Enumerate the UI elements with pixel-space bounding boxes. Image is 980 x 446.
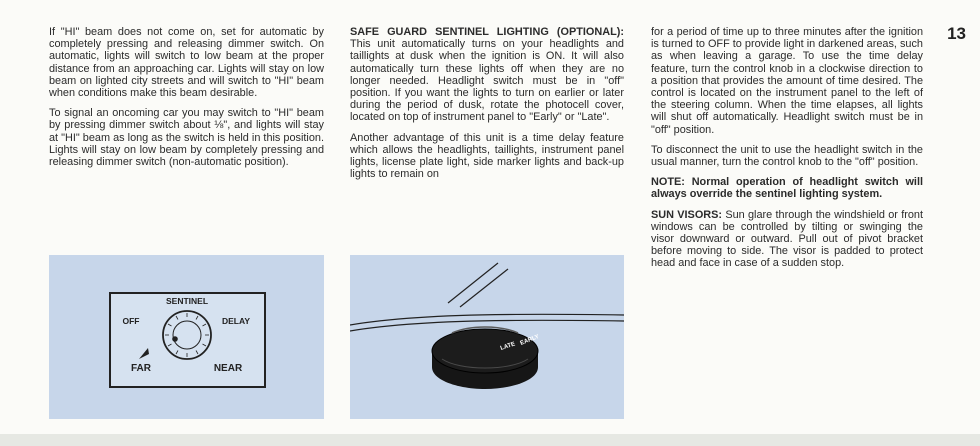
paragraph-time-delay-continued: for a period of time up to three minutes after the ignition is turned to OFF to provide light in darkened areas, such as when leaving a garage. To use the time delay feature, turn the control knob in a clockwise direction to a position that provides the amount of time desired. The control is located on the instrument panel to the left of the steering column. When the time elapses, all lights will shut off automatically. Headlight switch must be in "off" position. (651, 26, 923, 136)
dial-knob (163, 311, 211, 359)
photocell-diagram (350, 255, 624, 419)
photocell-cover-illustration (350, 255, 624, 419)
sentinel-body: This unit automatically turns on your headlights and taillights at dusk when the ignition is ON. It will also automatically turn these lights off when they are no longer needed. Headlight switch must be in "off" position. If you want the lights to turn on earlier or later during the period of dusk, rotate the photocell cover, located on top of instrument panel to "Early" or "Late". (350, 38, 624, 124)
late-marking: LATE (499, 341, 517, 352)
sentinel-control-illustration (49, 255, 324, 419)
dash-edge-line (350, 314, 624, 325)
delay-label: DELAY (221, 316, 251, 326)
page-number: 13 (947, 24, 966, 43)
paragraph-signal-oncoming: To signal an oncoming car you may switch to "HI" beam by pressing dimmer switch about ⅛", and lights will stay at "HI" beam as long as the switch is held in this position. Lights will stay on low beam by completely pressing and releasing dimmer switch (non-automatic position). (49, 107, 324, 169)
paragraph-sun-visors (651, 209, 923, 270)
sentinel-label: SENTINEL (165, 296, 209, 306)
column-1 (49, 26, 324, 176)
paragraph-sentinel-intro (350, 26, 624, 124)
near-label: NEAR (213, 363, 243, 374)
off-label: OFF (122, 316, 140, 326)
early-marking: EARLY (519, 333, 541, 347)
sun-visors-body: Sun glare through the windshield or front windows can be controlled by tilting or swinging the visor downward or outward. Pull out of pivot bracket before moving to side. The visor is padded to protect head and face in case of a sudden stop. (651, 208, 923, 270)
sentinel-control-diagram (49, 255, 324, 419)
page-bottom-edge (0, 434, 980, 446)
sun-visors-heading: SUN VISORS: (651, 208, 723, 221)
paragraph-disconnect: To disconnect the unit to use the headlight switch in the usual manner, turn the control knob to the "off" position. (651, 143, 923, 169)
dial-indicator-dot (172, 336, 178, 342)
sentinel-heading: SAFE GUARD SENTINEL LIGHTING (OPTIONAL): (350, 26, 624, 38)
paragraph-time-delay: Another advantage of this unit is a time delay feature which allows the headlights, taillights, instrument panel lights, license plate light, side marker lights and back-up lights to remain on (350, 131, 624, 181)
note-override: NOTE: Normal operation of headlight switch will always override the sentinel lighting system. (651, 176, 923, 201)
paragraph-hi-beam-automatic: If "HI" beam does not come on, set for automatic by completely pressing and releasing dimmer switch. On automatic, lights will switch to low beam at the proper distance from an approaching car. Lights will stay on low beam on lighted city streets and will switch to "HI" beam when conditions make this beam desirable. (49, 26, 324, 100)
far-label: FAR (131, 363, 151, 374)
column-3 (651, 26, 923, 278)
photocell-dome (432, 329, 538, 373)
column-2 (350, 26, 624, 188)
